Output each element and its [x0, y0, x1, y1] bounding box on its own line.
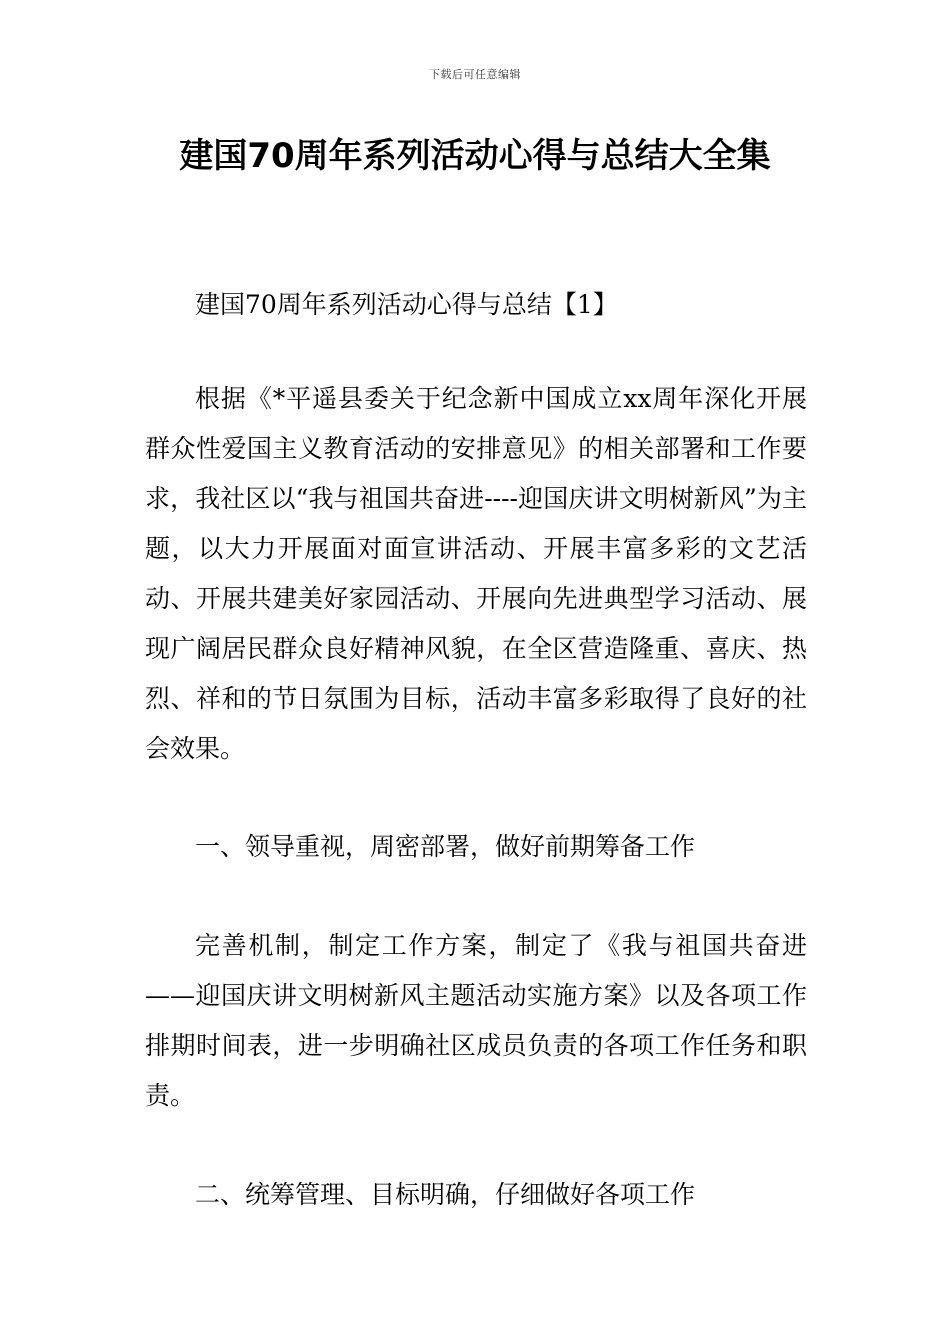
section-heading: 建国70周年系列活动心得与总结【1】: [195, 290, 618, 319]
body-paragraph: 完善机制，制定工作方案，制定了《我与祖国共奋进——迎国庆讲文明树新风主题活动实施方案》以及各项工作排期时间表，进一步明确社区成员负责的各项工作任务和职责。: [145, 931, 807, 1110]
subheading: 二、统筹管理、目标明确，仔细做好各项工作: [195, 1180, 696, 1209]
document-title: 建国70周年系列活动心得与总结大全集: [179, 136, 771, 176]
header-note: 下载后可任意编辑: [429, 68, 521, 81]
body-paragraph: 根据《*平遥县委关于纪念新中国成立xx周年深化开展群众性爱国主义教育活动的安排意见》的相关部署和工作要求，我社区以“我与祖国共奋进----迎国庆讲文明树新风”为主题，以大力开展面对面宣讲活动、开展丰富多彩的文艺活动、开展共建美好家园活动、开展向先进典型学习活动、展现广阔居民群众良好精神风貌，在全区营造隆重、喜庆、热烈、祥和的节日氛围为目标，活动丰富多彩取得了良好的社会效果。: [145, 384, 807, 763]
subheading: 一、领导重视，周密部署，做好前期筹备工作: [195, 832, 696, 861]
